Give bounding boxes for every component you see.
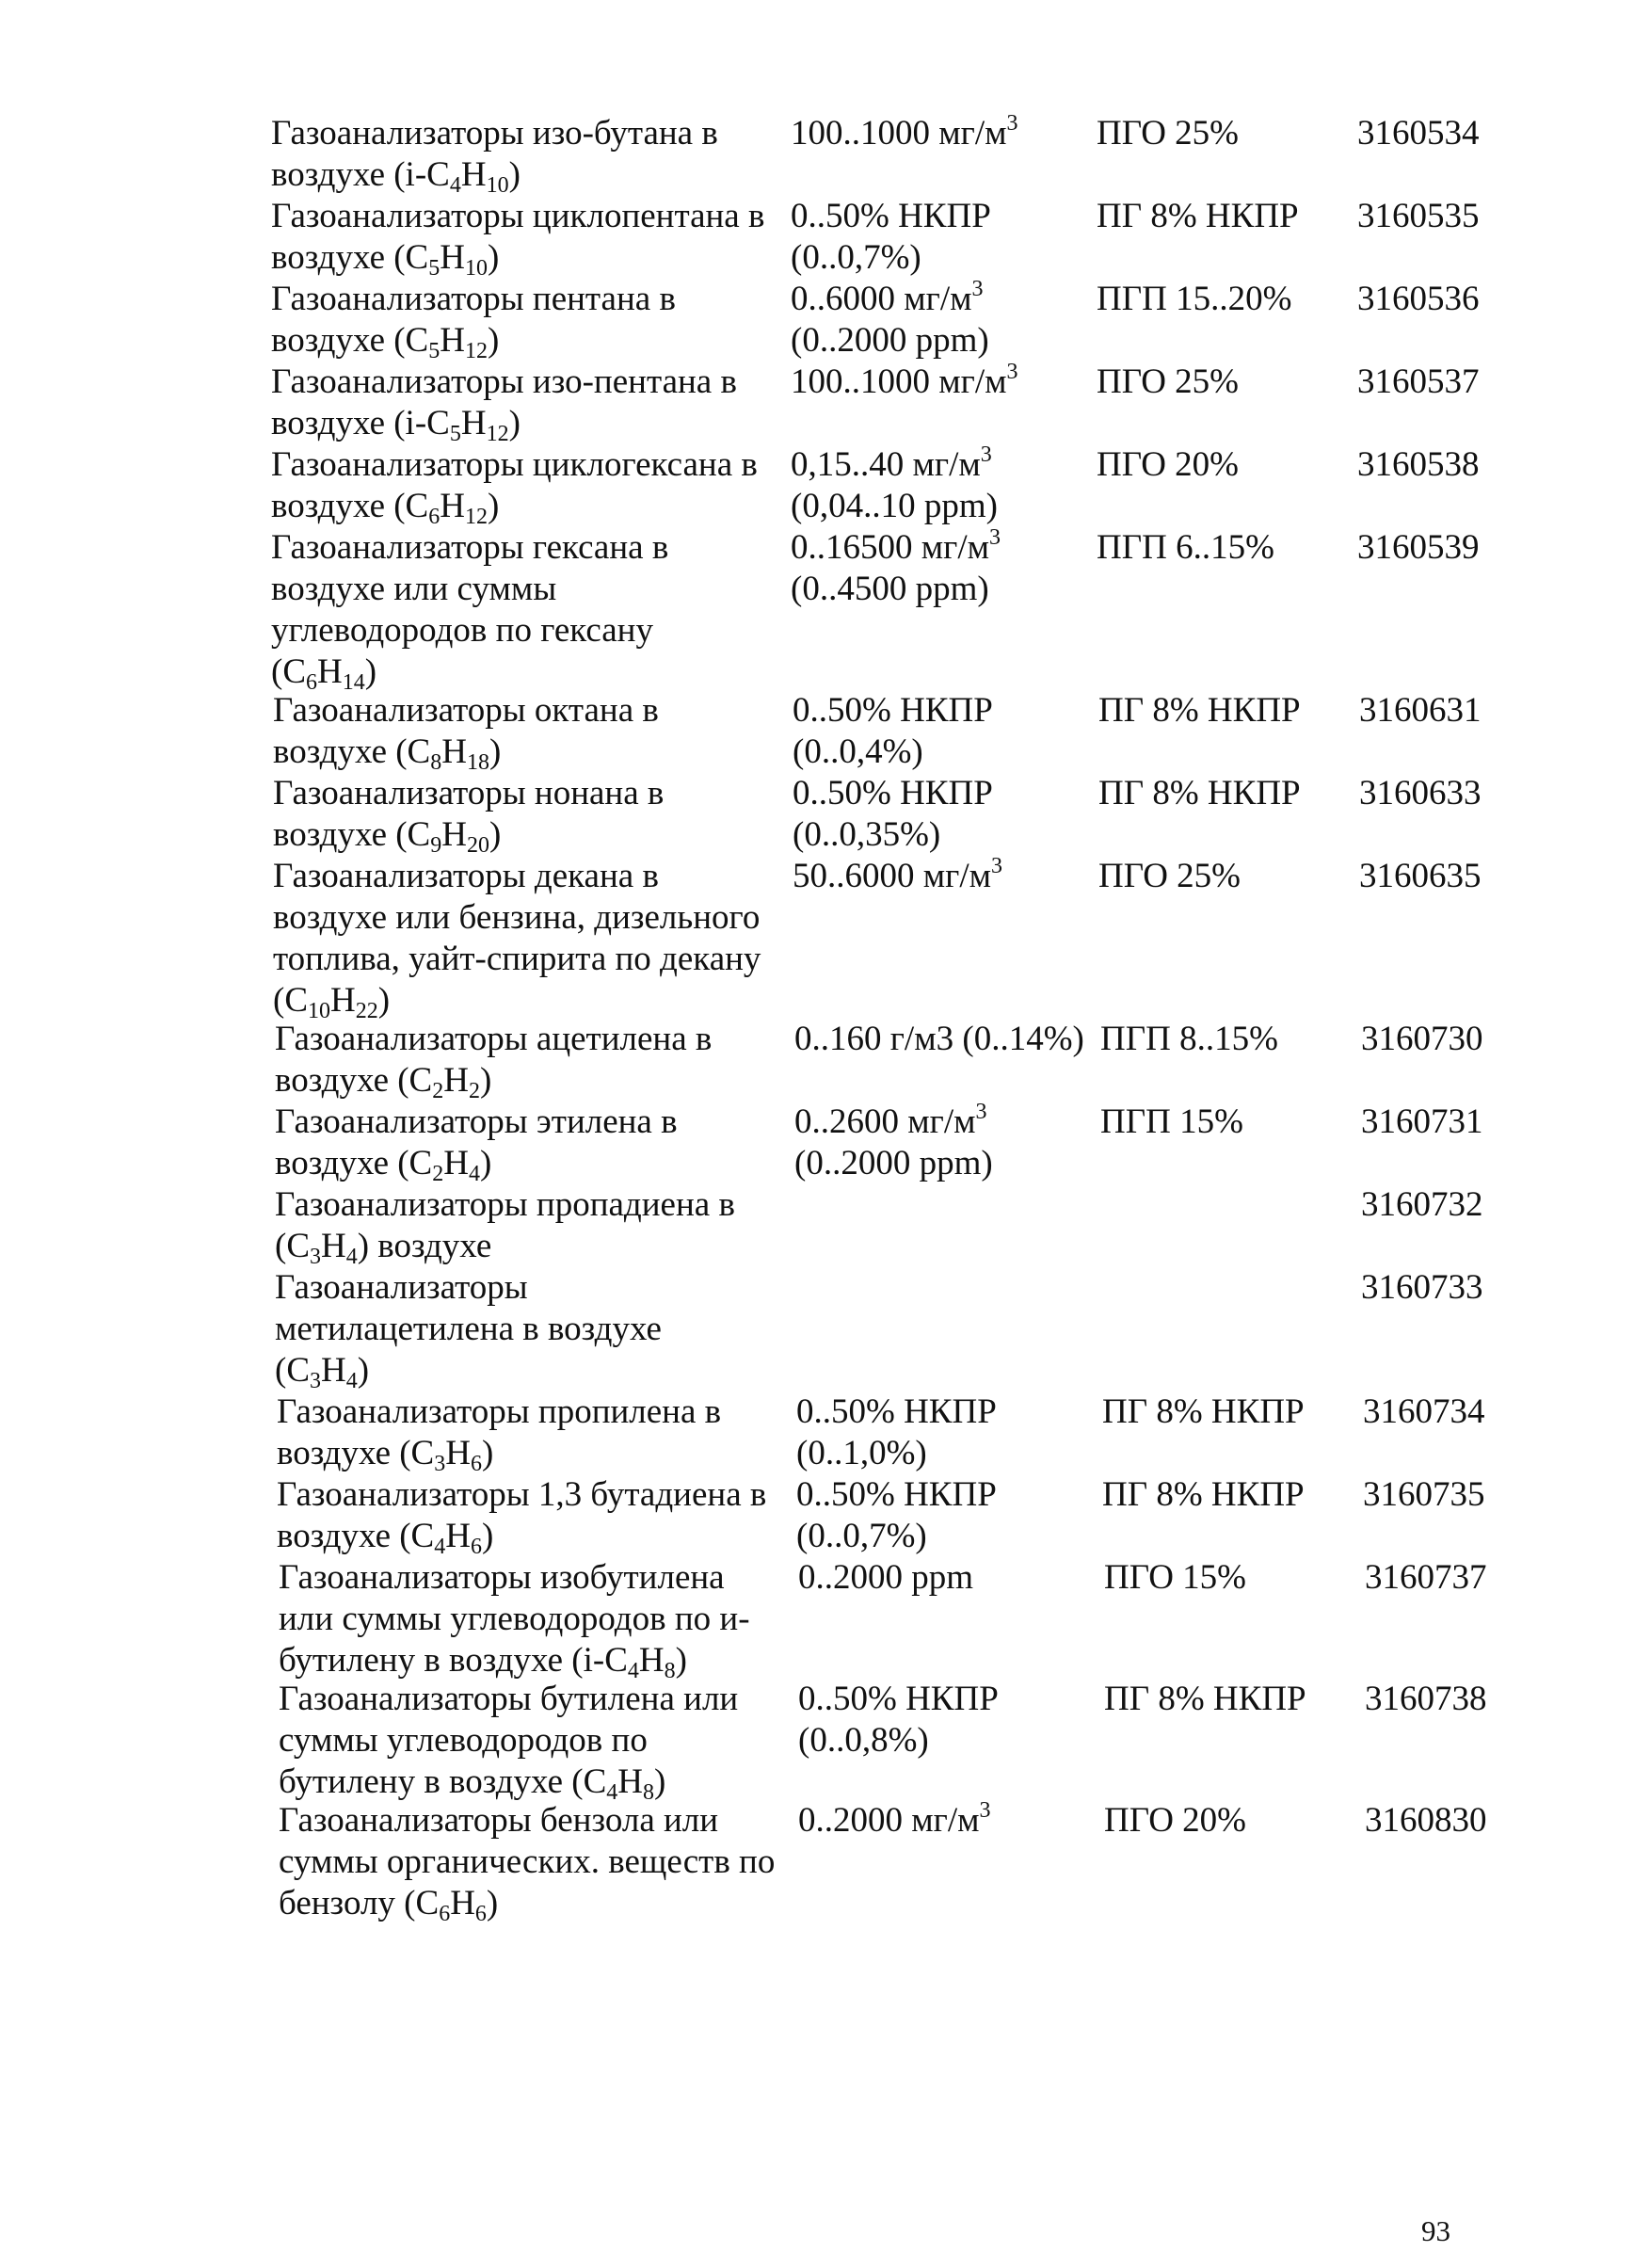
measurement-range-cell-line: (0..4500 ppm) xyxy=(791,570,989,608)
error-limit-cell xyxy=(1097,444,1341,486)
analyzer-name-cell-line: $(C_6H_{14})$ xyxy=(271,652,377,695)
code-cell: 3160732 xyxy=(1361,1185,1483,1224)
code-cell: 3160738 xyxy=(1365,1680,1487,1718)
analyzer-name-cell-line: $(C_3H_4)$ xyxy=(275,1351,370,1393)
error-limit-cell xyxy=(1098,856,1343,897)
analyzer-name-cell-line: Газоанализаторы изо-бутана в xyxy=(271,114,718,153)
error-limit-cell xyxy=(1097,113,1341,154)
measurement-range-cell xyxy=(796,1391,1107,1474)
analyzer-name-cell-line: воздухе $(C_9H_{20})$ xyxy=(273,815,502,858)
analyzer-name-cell xyxy=(277,1474,804,1557)
code-cell: 3160635 xyxy=(1359,857,1482,895)
error-limit-cell xyxy=(1100,1102,1345,1143)
code-cell: 3160734 xyxy=(1363,1392,1485,1431)
analyzer-name-cell-line: суммы органических. веществ по xyxy=(279,1842,776,1881)
analyzer-name-cell-line: воздухе $(C_2H_2)$ xyxy=(275,1061,492,1103)
measurement-range-cell-line: 100..1000 $мг/м^3$ xyxy=(791,111,1018,153)
measurement-range-cell-line: 0..2600 $мг/м^3$ xyxy=(794,1100,987,1141)
measurement-range-cell-line: 0..2000 ppm xyxy=(798,1558,974,1597)
error-limit-cell xyxy=(1102,1391,1347,1433)
measurement-range-cell xyxy=(794,1102,1105,1184)
measurement-range-cell xyxy=(793,690,1103,773)
code-cell: 3160735 xyxy=(1363,1475,1485,1514)
error-limit-cell-line: ПГ 8% НКПР xyxy=(1104,1680,1306,1718)
analyzer-name-cell-line: Газоанализаторы октана в xyxy=(273,691,659,730)
analyzer-name-cell xyxy=(271,362,798,444)
analyzer-name-cell-line: или суммы углеводородов по и- xyxy=(279,1600,750,1638)
code-cell: 3160633 xyxy=(1359,774,1482,812)
measurement-range-cell-line: (0..2000 ppm) xyxy=(794,1144,993,1182)
measurement-range-cell xyxy=(798,1679,1109,1761)
measurement-range-cell xyxy=(791,444,1101,527)
measurement-range-cell xyxy=(798,1800,1109,1842)
analyzer-name-cell-line: $(C_3H_4)$ воздухе xyxy=(275,1227,492,1269)
error-limit-cell xyxy=(1098,773,1343,814)
error-limit-cell-line: ПГП 15..20% xyxy=(1097,280,1292,318)
error-limit-cell-line: ПГ 8% НКПР xyxy=(1102,1392,1305,1431)
error-limit-cell-line: ПГ 8% НКПР xyxy=(1097,197,1299,235)
analyzer-name-cell-line: Газоанализаторы пентана в xyxy=(271,280,676,318)
error-limit-cell-line: ПГП 6..15% xyxy=(1097,528,1274,567)
analyzer-name-cell-line: воздухе или бензина, дизельного xyxy=(273,898,761,937)
analyzer-name-cell-line: $(C_{10}H_{22})$ xyxy=(273,981,391,1023)
measurement-range-cell-line: 0..6000 $мг/м^3$ xyxy=(791,277,984,318)
analyzer-name-cell-line: воздухе или суммы xyxy=(271,570,557,608)
measurement-range-cell-line: (0..0,7%) xyxy=(791,238,921,277)
measurement-range-cell-line: (0..0,7%) xyxy=(796,1517,927,1555)
analyzer-name-cell-line: Газоанализаторы бензола или xyxy=(279,1801,719,1840)
measurement-range-cell-line: (0..0,4%) xyxy=(793,732,923,771)
measurement-range-cell-line: 0..50% НКПР xyxy=(793,774,993,812)
code-cell: 3160534 xyxy=(1357,114,1480,153)
code-cell: 3160535 xyxy=(1357,197,1480,235)
error-limit-cell-line: ПГО 25% xyxy=(1097,114,1239,153)
code-cell: 3160731 xyxy=(1361,1102,1483,1141)
error-limit-cell xyxy=(1102,1474,1347,1516)
analyzer-name-cell xyxy=(275,1267,802,1391)
code-cell: 3160730 xyxy=(1361,1020,1483,1058)
measurement-range-cell-line: 0..50% НКПР xyxy=(798,1680,999,1718)
analyzer-name-cell-line: Газоанализаторы декана в xyxy=(273,857,659,895)
error-limit-cell-line: ПГО 25% xyxy=(1097,362,1239,401)
analyzer-name-cell-line: углеводородов по гексану xyxy=(271,611,653,650)
analyzer-name-cell-line: Газоанализаторы циклопентана в xyxy=(271,197,765,235)
analyzer-name-cell-line: воздухе $(i-C_5H_{12})$ xyxy=(271,404,521,446)
analyzer-name-cell-line: Газоанализаторы гексана в xyxy=(271,528,669,567)
measurement-range-cell-line: 50..6000 $мг/м^3$ xyxy=(793,854,1003,895)
analyzer-name-cell-line: суммы углеводородов по xyxy=(279,1721,648,1760)
analyzer-name-cell-line: Газоанализаторы этилена в xyxy=(275,1102,678,1141)
analyzer-name-cell xyxy=(275,1184,802,1267)
error-limit-cell-line: ПГП 15% xyxy=(1100,1102,1243,1141)
analyzer-name-cell-line: Газоанализаторы ацетилена в xyxy=(275,1020,713,1058)
analyzer-name-cell xyxy=(271,444,798,527)
measurement-range-cell-line: 0,15..40 $мг/м^3$ xyxy=(791,442,992,484)
measurement-range-cell xyxy=(791,113,1101,154)
analyzer-name-cell xyxy=(271,279,798,362)
analyzer-name-cell xyxy=(275,1102,802,1184)
code-cell: 3160537 xyxy=(1357,362,1480,401)
analyzer-name-cell-line: воздухе $(i-C_4H_{10})$ xyxy=(271,155,521,198)
code-cell: 3160631 xyxy=(1359,691,1482,730)
measurement-range-cell-line: 0..50% НКПР xyxy=(796,1392,997,1431)
measurement-range-cell xyxy=(794,1019,1105,1060)
measurement-range-cell-line: 0..50% НКПР xyxy=(793,691,993,730)
analyzer-name-cell-line: Газоанализаторы нонана в xyxy=(273,774,665,812)
error-limit-cell-line: ПГО 15% xyxy=(1104,1558,1246,1597)
error-limit-cell-line: ПГО 20% xyxy=(1104,1801,1246,1840)
analyzer-name-cell xyxy=(271,196,798,279)
analyzer-name-cell-line: Газоанализаторы изобутилена xyxy=(279,1558,725,1597)
measurement-range-cell-line: 0..2000 $мг/м^3$ xyxy=(798,1798,991,1840)
analyzer-name-cell xyxy=(273,773,800,856)
measurement-range-cell xyxy=(796,1474,1107,1557)
analyzer-name-cell-line: Газоанализаторы изо-пентана в xyxy=(271,362,737,401)
analyzer-name-cell xyxy=(277,1391,804,1474)
error-limit-cell-line: ПГ 8% НКПР xyxy=(1102,1475,1305,1514)
measurement-range-cell-line: 0..16500 $мг/м^3$ xyxy=(791,525,1001,567)
analyzer-name-cell-line: воздухе $(C_3H_6)$ xyxy=(277,1434,494,1476)
analyzer-name-cell xyxy=(271,527,798,693)
measurement-range-cell-line: (0..2000 ppm) xyxy=(791,321,989,360)
error-limit-cell-line: ПГО 25% xyxy=(1098,857,1241,895)
measurement-range-cell xyxy=(791,362,1101,403)
measurement-range-cell xyxy=(798,1557,1109,1599)
measurement-range-cell-line: 0..160 г/м3 (0..14%) xyxy=(794,1020,1084,1058)
analyzer-name-cell-line: воздухе $(C_4H_6)$ xyxy=(277,1517,494,1559)
error-limit-cell xyxy=(1104,1679,1349,1720)
analyzer-name-cell xyxy=(271,113,798,196)
analyzer-name-cell-line: Газоанализаторы бутилена или xyxy=(279,1680,739,1718)
error-limit-cell xyxy=(1104,1557,1349,1599)
code-cell: 3160733 xyxy=(1361,1268,1483,1307)
analyzer-name-cell xyxy=(279,1679,806,1803)
measurement-range-cell xyxy=(793,856,1103,897)
code-cell: 3160539 xyxy=(1357,528,1480,567)
error-limit-cell xyxy=(1097,196,1341,237)
error-limit-cell-line: ПГО 20% xyxy=(1097,445,1239,484)
error-limit-cell xyxy=(1100,1019,1345,1060)
measurement-range-cell-line: (0..0,8%) xyxy=(798,1721,929,1760)
analyzer-name-cell xyxy=(279,1800,806,1924)
measurement-range-cell-line: (0..0,35%) xyxy=(793,815,941,854)
analyzer-name-cell xyxy=(275,1019,802,1102)
code-cell: 3160737 xyxy=(1365,1558,1487,1597)
error-limit-cell-line: ПГП 8..15% xyxy=(1100,1020,1278,1058)
analyzer-name-cell-line: метилацетилена в воздухе xyxy=(275,1310,662,1348)
error-limit-cell xyxy=(1097,279,1341,320)
analyzer-name-cell-line: бутилену в воздухе $(i-C_4H_8)$ xyxy=(279,1641,687,1683)
error-limit-cell xyxy=(1097,527,1341,569)
analyzer-name-cell-line: Газоанализаторы 1,3 бутадиена в xyxy=(277,1475,767,1514)
measurement-range-cell-line: 100..1000 $мг/м^3$ xyxy=(791,360,1018,401)
measurement-range-cell-line: (0,04..10 ppm) xyxy=(791,487,998,525)
analyzer-name-cell-line: воздухе $(C_2H_4)$ xyxy=(275,1144,492,1186)
analyzer-name-cell-line: воздухе $(C_8H_{18})$ xyxy=(273,732,502,775)
measurement-range-cell xyxy=(791,279,1101,362)
analyzer-name-cell-line: Газоанализаторы циклогексана в xyxy=(271,445,758,484)
analyzer-name-cell-line: Газоанализаторы xyxy=(275,1268,528,1307)
analyzer-name-cell-line: Газоанализаторы пропилена в xyxy=(277,1392,722,1431)
measurement-range-cell-line: (0..1,0%) xyxy=(796,1434,927,1472)
measurement-range-cell-line: 0..50% НКПР xyxy=(791,197,991,235)
error-limit-cell xyxy=(1097,362,1341,403)
measurement-range-cell xyxy=(793,773,1103,856)
measurement-range-cell-line: 0..50% НКПР xyxy=(796,1475,997,1514)
analyzer-name-cell-line: воздухе $(C_6H_{12})$ xyxy=(271,487,500,529)
analyzer-name-cell xyxy=(273,690,800,773)
error-limit-cell xyxy=(1104,1800,1349,1842)
analyzer-name-cell-line: бензолу $(C_6H_6)$ xyxy=(279,1884,499,1926)
analyzer-name-cell-line: топлива, уайт-спирита по декану xyxy=(273,940,761,978)
measurement-range-cell xyxy=(791,196,1101,279)
page-number: 93 xyxy=(1421,2214,1450,2247)
analyzer-name-cell-line: воздухе $(C_5H_{12})$ xyxy=(271,321,500,363)
code-cell: 3160538 xyxy=(1357,445,1480,484)
code-cell: 3160830 xyxy=(1365,1801,1487,1840)
analyzer-name-cell xyxy=(279,1557,806,1681)
analyzer-name-cell-line: воздухе $(C_5H_{10})$ xyxy=(271,238,500,281)
error-limit-cell-line: ПГ 8% НКПР xyxy=(1098,691,1301,730)
measurement-range-cell xyxy=(791,527,1101,610)
analyzer-name-cell xyxy=(273,856,800,1021)
analyzer-name-cell-line: Газоанализаторы пропадиена в xyxy=(275,1185,735,1224)
code-cell: 3160536 xyxy=(1357,280,1480,318)
analyzer-name-cell-line: бутилену в воздухе $(C_4H_8)$ xyxy=(279,1762,666,1805)
error-limit-cell xyxy=(1098,690,1343,732)
error-limit-cell-line: ПГ 8% НКПР xyxy=(1098,774,1301,812)
